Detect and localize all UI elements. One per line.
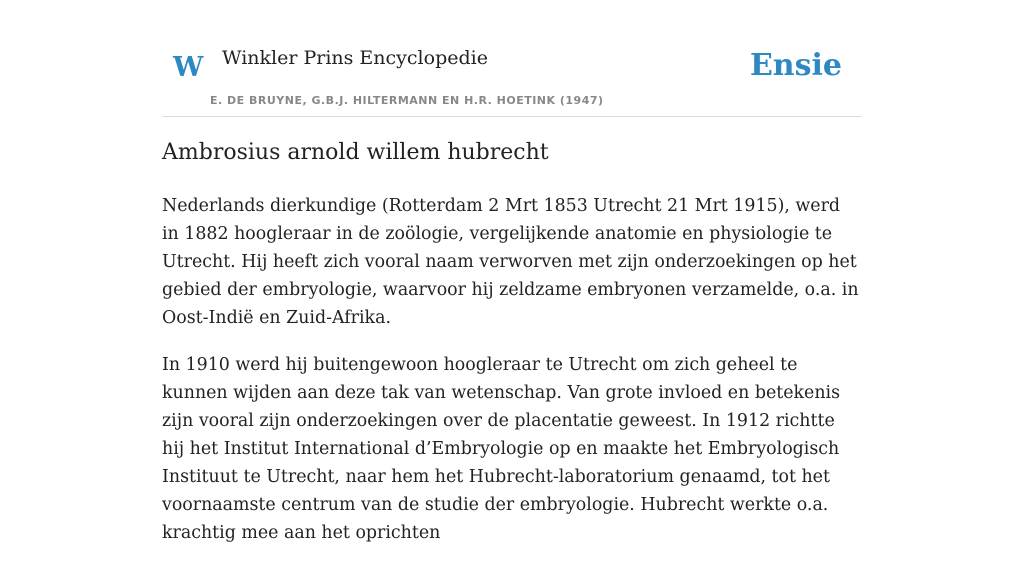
article-paragraph: Nederlands dierkundige (Rotterdam 2 Mrt 1853 Utrecht 21 Mrt 1915), werd in 1882 hoogleraar in de zoölogie, vergelijkende anatomie en physiologie te Utrecht. Hij heeft zich vooral naam verworven met zijn onderzoekingen op het gebied der embryologie, waarvoor hij zeldzame embryonen verzamelde, o.a. in Oost-Indië en Zuid-Afrika.	[162, 196, 859, 328]
ensie-logo[interactable]: Ensie	[749, 48, 842, 83]
article-title: Ambrosius arnold willem hubrecht	[162, 140, 549, 165]
article-body	[162, 192, 862, 566]
article-paragraph: In 1910 werd hij buitengewoon hoogleraar te Utrecht om zich geheel te kunnen wijden aan deze tak van wetenschap. Van grote invloed en betekenis zijn vooral zijn onderzoekingen over de placentatie geweest. In 1912 richtte hij het Institut International d’Embryologie op en maakte het Embryologisch Instituut te Utrecht, naar hem het Hubrecht-laboratorium genaamd, tot het voornaamste centrum van de studie der embryologie. Hubrecht werkte o.a. krachtig mee aan het oprichten	[162, 355, 841, 543]
winkler-prins-logo[interactable]: W	[173, 52, 204, 83]
book-header	[162, 0, 862, 117]
book-title[interactable]: Winkler Prins Encyclopedie	[222, 47, 488, 69]
book-authors: E. DE BRUYNE, G.B.J. HILTERMANN EN H.R. HOETINK (1947)	[210, 94, 604, 107]
